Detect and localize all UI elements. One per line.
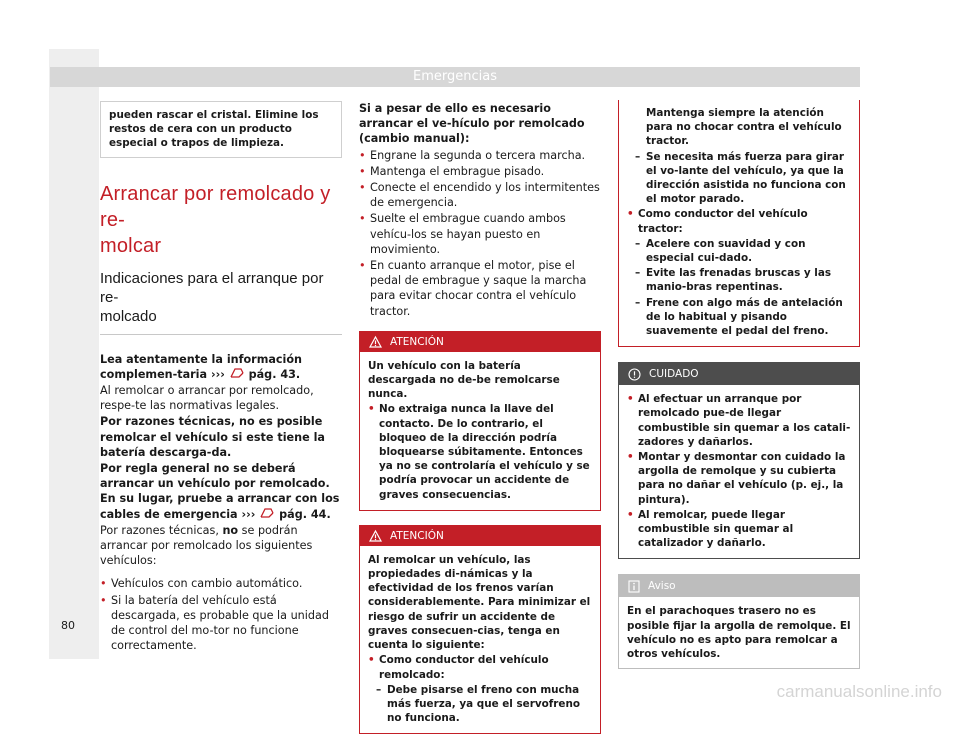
subsection-title <box>100 269 342 335</box>
sub-list-item-continued: Mantenga siempre la atención para no chocar contra el vehículo tractor. <box>646 107 842 148</box>
punctuation: . <box>295 367 301 381</box>
note-body: En el parachoques trasero no es posible fijar la argolla de remolque. El vehículo no es apto para remolcar a otros vehículos. <box>627 605 851 661</box>
punctuation: . <box>326 507 331 521</box>
caution-header <box>619 363 859 385</box>
column-right <box>618 100 860 669</box>
list-item: • Vehículos con cambio automático. <box>100 576 342 591</box>
caution-body <box>619 385 859 558</box>
caution-circle-icon <box>628 368 641 381</box>
sub-list-item: – Frene con algo más de antelación de lo habitual y pisando suavemente el pedal del freno. <box>627 296 851 339</box>
list-item: • Como conductor del vehículo remolcado: <box>368 653 592 681</box>
warning-intro: Al remolcar un vehículo, las propiedades di-námicas y la efectividad de los frenos varían considerablemente. Para minimizar el riesgo de sufrir un accidente de graves consecuen-cias, tenga en cuenta lo siguiente: <box>368 553 591 652</box>
section-title-line1: Arrancar por remolcado y re- <box>100 182 331 231</box>
warning-body <box>619 100 859 346</box>
warning-body <box>360 546 600 733</box>
paragraph-info <box>100 352 342 382</box>
paragraph-technical-text: Por razones técnicas, <box>100 523 219 537</box>
column-middle <box>359 101 601 734</box>
note-box <box>618 574 860 669</box>
sub-list-item: – Acelere con suavidad y con especial cui-dado. <box>627 237 851 265</box>
info-icon <box>628 580 640 593</box>
list-item: • No extraiga nunca la llave del contacto. De lo contrario, el bloqueo de la dirección podría bloquearse súbitamente. Entonces ya no se controlaría el vehículo y se podría provocar un accidente de graves consecuencias. <box>368 402 592 501</box>
page-reference-link[interactable]: pág. 43 <box>248 367 296 381</box>
paragraph-legal: Al remolcar o arrancar por remolcado, respe-te las normativas legales. <box>100 384 314 413</box>
paragraph-general-rule <box>100 461 342 522</box>
warning-triangle-icon <box>369 336 382 348</box>
warning-header <box>360 332 600 352</box>
note-header <box>619 575 859 597</box>
caution-box <box>618 362 860 559</box>
note-title: Aviso <box>648 579 676 592</box>
warning-box-towing <box>359 525 601 734</box>
paragraph-technical <box>100 523 342 569</box>
warning-body <box>360 352 600 510</box>
paragraph-general-rule-text: Por regla general no se deberá arrancar un vehículo por remolcado. En su lugar, pruebe a arrancar con los cables de emergencia <box>100 462 340 521</box>
warning-triangle-icon <box>369 530 382 542</box>
watermark: carmanualsonline.info <box>776 682 942 701</box>
section-title-line2: molcar <box>100 234 162 257</box>
paragraph-intro: Si a pesar de ello es necesario arrancar el ve-hículo por remolcado (cambio manual): <box>359 102 585 146</box>
list-item: • Si la batería del vehículo está descargada, es probable que la unidad de control del mo-tor no funcione correctamente. <box>100 593 342 654</box>
list-item: • Engrane la segunda o tercera marcha. <box>359 148 601 163</box>
warning-header <box>360 526 600 546</box>
crossref-chevron: ››› <box>241 507 256 521</box>
subsection-title-line1: Indicaciones para el arranque por re- <box>100 269 324 306</box>
warning-box-battery <box>359 331 601 511</box>
chapter-header: Emergencias <box>50 67 860 87</box>
emphasis-no: no <box>222 523 239 537</box>
warning-title: ATENCIÓN <box>390 529 444 542</box>
column-left <box>100 101 342 654</box>
continued-text-box: pueden rascar el cristal. Elimine los restos de cera con un producto especial o trapos de limpieza. <box>100 101 342 158</box>
page-reference-link[interactable]: pág. 44 <box>279 507 327 521</box>
paragraph-info-text: Lea atentamente la información complemen-taria <box>100 352 303 381</box>
page-number: 80 <box>61 619 75 632</box>
crossref-chevron: ››› <box>210 367 225 381</box>
warning-box-continued <box>618 100 860 347</box>
sub-list-item: – Se necesita más fuerza para girar el vo-lante del vehículo, ya que la dirección asistida no funciona con el motor parado. <box>627 150 851 207</box>
list-item: • Mantenga el embrague pisado. <box>359 164 601 179</box>
list-item: • Montar y desmontar con cuidado la argolla de remolque y su cubierta para no dañar el vehículo (p. ej., la pintura). <box>627 450 851 507</box>
warning-title: ATENCIÓN <box>390 335 444 348</box>
list-item: • Al efectuar un arranque por remolcado pue-de llegar combustible sin quemar a los catali-zadores y dañarlos. <box>627 392 851 449</box>
paragraph-technical-text-end: se podrán arrancar por remolcado los siguientes vehículos: <box>100 523 313 568</box>
sub-list-item: – Evite las frenadas bruscas y las manio-bras repentinas. <box>627 266 851 294</box>
book-reference-icon <box>259 507 275 519</box>
list-item: • Como conductor del vehículo tractor: <box>627 207 851 235</box>
book-reference-icon <box>229 367 245 379</box>
list-item: • Suelte el embrague cuando ambos vehícu-los se hayan puesto en movimiento. <box>359 211 601 257</box>
paragraph-battery: Por razones técnicas, no es posible remolcar el vehículo si este tiene la batería descarga-da. <box>100 415 325 459</box>
sub-list-item: – Debe pisarse el freno con mucha más fuerza, ya que el servofreno no funciona. <box>368 683 592 726</box>
caution-title: CUIDADO <box>649 367 699 380</box>
list-item: • En cuanto arranque el motor, pise el pedal de embrague y saque la marcha para evitar chocar contra el vehículo tractor. <box>359 258 601 319</box>
list-item: • Conecte el encendido y los intermitentes de emergencia. <box>359 180 601 210</box>
list-item: • Al remolcar, puede llegar combustible sin quemar al catalizador y dañarlo. <box>627 508 851 551</box>
section-title <box>100 181 342 259</box>
subsection-title-line2: molcado <box>100 307 157 325</box>
warning-intro: Un vehículo con la batería descargada no de-be remolcarse nunca. <box>368 359 560 401</box>
